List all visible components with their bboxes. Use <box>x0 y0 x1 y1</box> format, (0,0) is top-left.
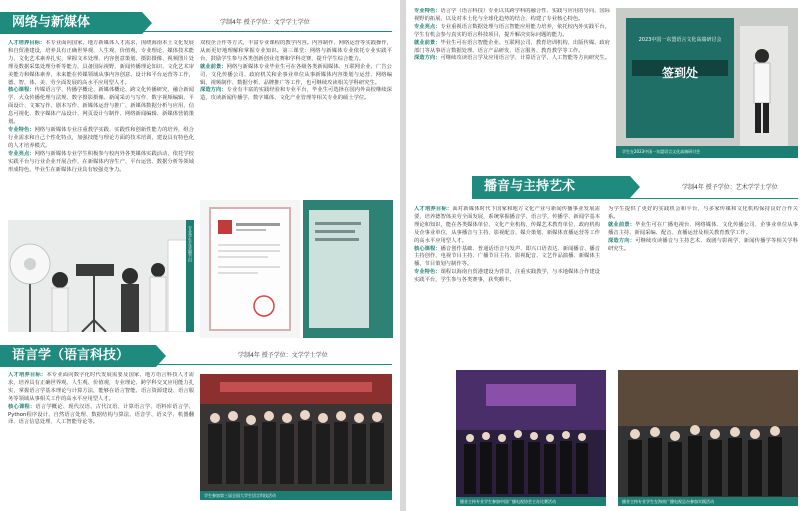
paragraph-text: 传媒语言学、传播学概论、新媒体概论、跨文化传播研究、融合新闻学、大众传播伦理与法规、数字摄影摄像、新闻采访与写作、数字视频编辑、平面设计、文案写作、剧本写作、新媒体运营与推广、新媒体数据分析与应用、信息可视化、数字媒体产品设计、网页设计与制作、网络新闻编辑、新媒体营销策划。 <box>8 87 194 126</box>
paragraph <box>8 372 194 404</box>
forum-photo <box>616 8 798 158</box>
section-title-linguistics: 语言学（语言科技） <box>0 345 156 367</box>
paragraph-label: 就业前景： <box>608 221 636 228</box>
new-media-column-1 <box>8 40 194 218</box>
paragraph-text: 网络与新媒体专业毕业生可在各级各类新闻媒体、互联网企业、广告公司、文化传播公司、政府机关和企事业单位从事新媒体内容策划与运营、网络编辑、视频制作、数据分析、品牌推广等工作，也可继续攻读相关学科研究生。 <box>200 63 392 86</box>
broadcasting-column-2 <box>608 206 798 356</box>
paragraph <box>8 40 194 87</box>
paragraph-text: 毕业生可在语言智能企业、互联网公司、教育培训机构、出版传媒、政府部门等从事语言数据处理、语言产品研发、语言服务、教育教学等工作。 <box>414 39 610 54</box>
certificate-photo <box>200 200 300 338</box>
new-media-column-2 <box>200 40 392 198</box>
banner-signin: 签到处 <box>661 66 698 80</box>
paragraph-text: 为学生提供了更好的实践机会和平台，与多家传媒和文化机构保持良好合作关系。 <box>608 206 798 220</box>
paragraph <box>414 8 610 24</box>
paragraph <box>608 238 798 254</box>
paragraph <box>414 40 610 56</box>
paragraph-label: 人才培养目标： <box>8 372 47 378</box>
paragraph-text: 专业重视语言数据处理与语言智能应用能力培养，依托校内外实践平台，学生有机会参与真实的语言科技项目，提升解决实际问题的能力。 <box>414 23 610 38</box>
paragraph-label: 深造方向： <box>200 87 227 94</box>
paragraph <box>414 55 610 63</box>
paragraph-text: 语言学概论、现代汉语、古代汉语、计算语言学、语料库语言学、Python程序设计、自然语言处理、数据结构与算法、语音学、语义学、机器翻译、语言信息处理、人工智能导论等。 <box>8 403 194 426</box>
paragraph <box>414 246 600 270</box>
banner-title: 2023中国一东盟语言文化高端研讨会 <box>638 37 722 43</box>
paragraph-text: 本专业面向国家、地方新媒体人才需求，围绕海南本土文化发展和自贸港建设，培养具有正确世界观、人生观、价值观，专业理论、媒体技术能力、文化艺术素养扎实，掌握文本处理、内容创意策划、摄影摄像、视频图片处理及数据采集处理分析等能力，具备国际视野、新闻传播理论知识、文化艺术审美能力和媒体素养，未来能在传媒领域从事内容创意、设计和平台运营等工作，德、智、体、美、劳全面发展的高水平应用型人才。 <box>8 40 194 86</box>
paragraph <box>608 206 798 222</box>
paragraph-text: 课程以海南自贸港建设为背景，注重实践教学，与本地媒体合作建设实践平台，学生参与各类赛事，获奖颇丰。 <box>414 269 600 284</box>
broadcasting-column-1 <box>414 206 600 362</box>
paragraph-label: 深造方向： <box>414 55 441 62</box>
paragraph-text: 可继续攻读语言学及应用语言学、计算语言学、人工智能等方向研究生。 <box>440 55 610 62</box>
paragraph-text: 本专业面向数字化时代发展需要及国家、地方语言科技人才需求，培养具有正确世界观、人生观、价值观，专业理论、跨学科交叉应用能力扎实，掌握语言学基本理论与计算方法，能够在语言智能、语言资源建设、语言服务等领域从事相关工作的高水平应用型人才。 <box>8 372 194 402</box>
paragraph-label: 就业前景： <box>414 39 441 46</box>
section-title-new-media: 网络与新媒体 <box>0 12 142 34</box>
paragraph-label: 就业前景： <box>200 63 227 70</box>
paragraph-text: 面对新媒体时代下国家和地方文化产业与新闻传播事业发展需要，培养德智体美劳全面发展，系统掌握播音学、语言学、传播学、新闻学基本理论和知识，能在各类媒体单位、文化产业机构、传媒艺术教育单位、政府机构及企事业单位，从事播音与主持、影视配音、媒介策划、新媒体直播运营等工作的高水平应用型人才。 <box>414 206 600 244</box>
paragraph-label: 核心课程： <box>8 403 36 410</box>
certificate-side-panel <box>303 200 393 338</box>
paragraph-text: 播音创作基础、普通话语音与发声、即兴口语表达、新闻播音、播音主持创作、电视节目主持、广播节目主持、影视配音、文艺作品演播、新媒体主播、节目策划与制作等。 <box>414 245 600 268</box>
stage-photo-2 <box>618 370 798 506</box>
photo-caption: 学生参加第三届全国大学生语言科技活动 <box>204 493 276 498</box>
photo-caption: 专业学生在录制节目 <box>188 226 193 262</box>
photo-caption: 播音主持专业学生在海南广播电视总台参加实践活动 <box>622 499 714 504</box>
section-divider <box>472 198 798 199</box>
stage-photo-1 <box>456 370 606 506</box>
paragraph-text: 双校企合作等方式，丰富专业课程的教学内容。内容制作、网络运营等实践操作，从而更好地理解和掌握专业知识。第三课堂：网络与新媒体专业依托专业实践平台，鼓励学生参与各类创新创业竞赛和学科竞赛，提升学生综合能力。 <box>200 40 392 62</box>
studio-photo <box>8 220 194 332</box>
paragraph-label: 专业亮点： <box>8 150 35 157</box>
paragraph <box>200 87 392 103</box>
paragraph-label: 人才培养目标： <box>8 40 46 46</box>
linguistics-column <box>8 372 194 508</box>
paragraph-label: 核心课程： <box>414 245 441 252</box>
paragraph-label: 专业特色： <box>414 269 441 276</box>
paragraph-text: 网络与新媒体专业注重教学实践、实践性和创新性能力的培养，组合行业需求和自己个性化特点，加强技能与理论方面的技术培训，建设具有特色化的人才培养模式。 <box>8 126 194 149</box>
paragraph-text: 网络与新媒体专业学生积极参与校内外各类媒体实践活动，依托学校实践平台与行业企业开展合作，在新媒体内容生产、平台运营、数据分析等领域形成特色，毕业生在新媒体行业具有较强竞争力。 <box>8 150 194 173</box>
paragraph <box>414 206 600 246</box>
section-subtitle: 学制4年 授予学位：艺术学学士学位 <box>682 184 778 191</box>
paragraph <box>8 151 194 175</box>
paragraph <box>200 40 392 64</box>
left-page <box>0 0 400 511</box>
paragraph-label: 专业特色： <box>414 8 441 14</box>
paragraph-label: 专业亮点： <box>414 23 441 30</box>
paragraph-text: 语言学（语言科技）专业以其跨学科的融合性、实践与应用的导向、国际视野的拓展、以及对本土化与全球化趋势的结合，构建了专业核心特色。 <box>414 8 610 22</box>
section-subtitle: 学制4年 授予学位：文学学士学位 <box>220 19 310 26</box>
paragraph <box>608 222 798 238</box>
paragraph <box>414 24 610 40</box>
paragraph <box>8 127 194 151</box>
paragraph <box>414 269 600 285</box>
photo-caption: 学生在2023中国一东盟语言文化高端研讨会 <box>622 149 701 154</box>
section-divider <box>130 31 392 32</box>
paragraph-text: 可继续攻读播音与主持艺术、戏剧与影视学、新闻传播学等相关学科研究生。 <box>608 237 798 252</box>
paragraph-label: 人才培养目标： <box>414 206 453 212</box>
paragraph-label: 专业特色： <box>8 126 35 133</box>
photo-caption: 播音主持专业学生参加中国广播电视协会主办比赛活动 <box>460 499 556 504</box>
group-photo-linguistics <box>200 374 392 500</box>
paragraph <box>8 404 194 428</box>
paragraph <box>200 64 392 88</box>
paragraph-label: 核心课程： <box>8 87 35 94</box>
paragraph-text: 专业有丰富的实践经验和专业平台，毕业生可选择在国内外高校继续深造，攻读新闻传播学、数字媒体、文化产业管理等相关专业的硕士学位。 <box>200 87 392 102</box>
paragraph-text: 毕业生可在广播电视台、网络媒体、文化传播公司、企事业单位从事播音主持、新闻采编、配音、直播运营及相关教育教学工作。 <box>608 221 798 236</box>
section-title-broadcasting: 播音与主持艺术 <box>472 176 630 198</box>
right-page <box>406 0 806 511</box>
section-subtitle: 学制4年 授予学位：文学学士学位 <box>238 352 328 359</box>
paragraph <box>8 87 194 127</box>
paragraph-label: 深造方向： <box>608 237 636 244</box>
section-divider <box>146 364 392 365</box>
